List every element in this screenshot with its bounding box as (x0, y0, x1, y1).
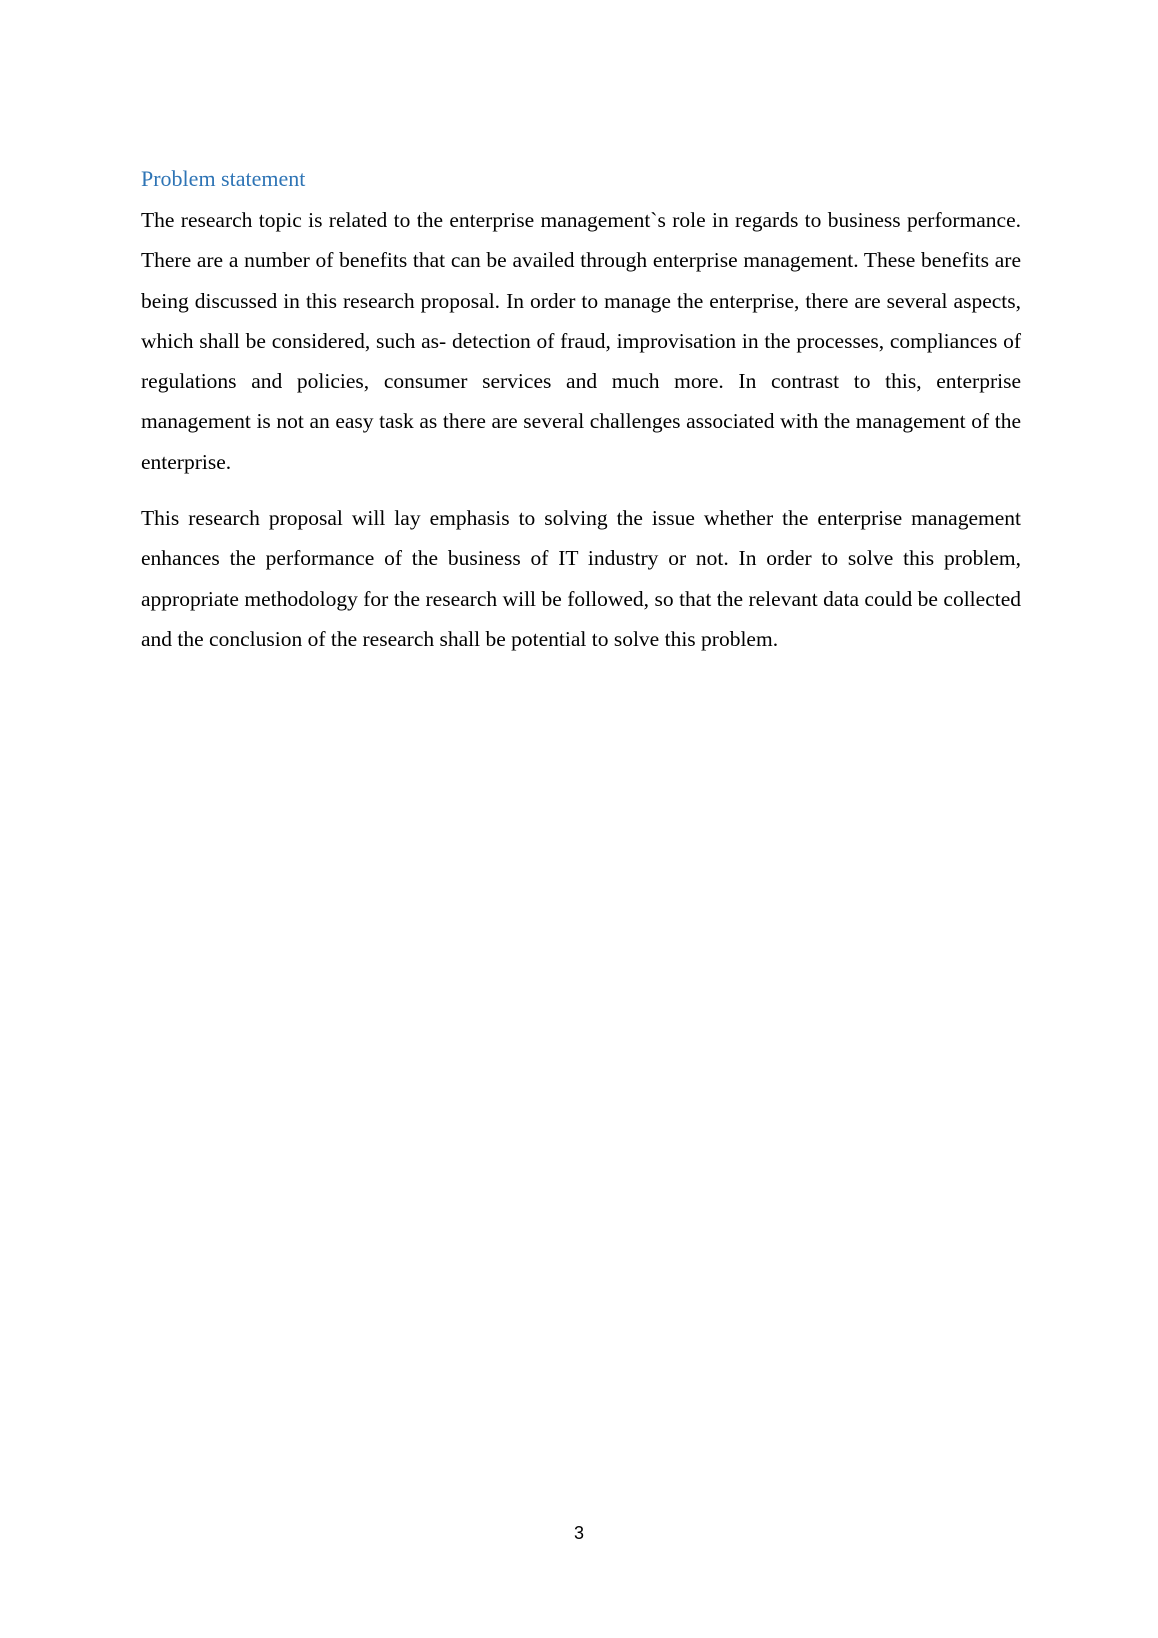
page-content (141, 160, 1021, 659)
section-heading: Problem statement (141, 166, 306, 191)
page-number: 3 (573, 1523, 584, 1543)
body-paragraph: This research proposal will lay emphasis to solving the issue whether the enterprise management enhances the performance of the business of IT industry or not. In order to solve this problem, appropriate methodology for the research will be followed, so that the relevant data could be collected and the conclusion of the research shall be potential to solve this problem. (141, 506, 1021, 651)
body-paragraph: The research topic is related to the enterprise management`s role in regards to business performance. There are a number of benefits that can be availed through enterprise management. These benefits are being discussed in this research proposal. In order to manage the enterprise, there are several aspects, which shall be considered, such as- detection of fraud, improvisation in the processes, compliances of regulations and policies, consumer services and much more. In contrast to this, enterprise management is not an easy task as there are several challenges associated with the management of the enterprise. (141, 208, 1021, 474)
